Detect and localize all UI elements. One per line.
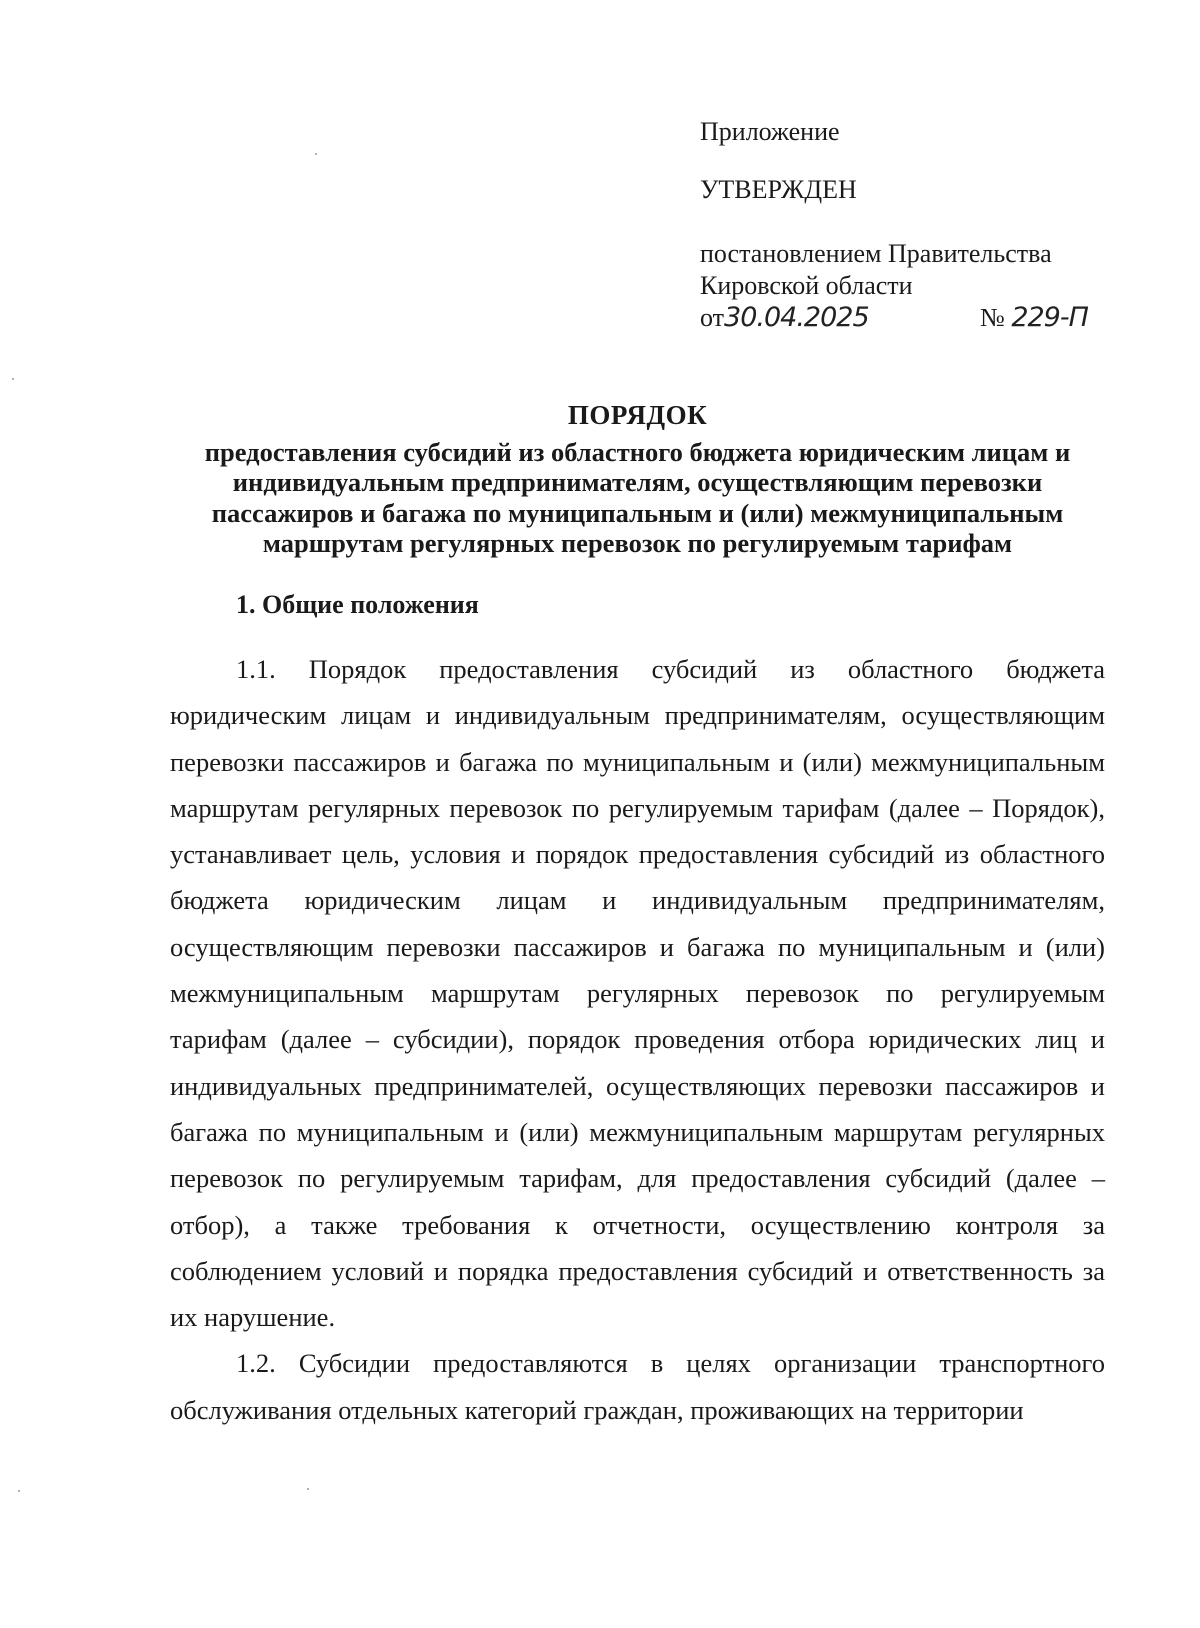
scan-speck	[18, 1490, 20, 1492]
paragraph-1-1: 1.1. Порядок предоставления субсидий из областного бюджета юридическим лицам и индивидуальным предпринимателям, осуществляющим перевозки пассажиров и багажа по муниципальным и (или) межмуниципальным маршрутам регулярных перевозок по регулируемым тарифам (далее – Порядок), устанавливает цель, условия и порядок предоставления субсидий из областного бюджета юридическим лицам и индивидуальным предпринимателям, осуществляющим перевозки пассажиров и багажа по муниципальным и (или) межмуниципальным маршрутам регулярных перевозок по регулируемым тарифам (далее – субсидии), порядок проведения отбора юридических лиц и индивидуальных предпринимателей, осуществляющих перевозки пассажиров и багажа по муниципальным и (или) межмуниципальным маршрутам регулярных перевозок по регулируемым тарифам, для предоставления субсидий (далее – отбор), а также требования к отчетности, осуществлению контроля за соблюдением условий и порядка предоставления субсидий и ответственность за их нарушение.	[170, 654, 1105, 1333]
date-prefix: от	[700, 303, 725, 332]
scan-speck	[307, 1488, 309, 1490]
approval-block	[700, 116, 1120, 336]
scan-speck	[12, 378, 14, 380]
handwritten-number: 229-П	[1011, 302, 1088, 333]
section-heading: 1. Общие положения	[236, 590, 479, 619]
appendix-label: Приложение	[700, 117, 840, 146]
decree-number	[980, 302, 1088, 334]
document-title-block	[170, 400, 1105, 559]
handwritten-date: 30.04.2025	[724, 302, 869, 333]
decree-line-1: постановлением Правительства	[700, 239, 1052, 268]
number-prefix: №	[980, 303, 1005, 332]
paragraph-1-2: 1.2. Субсидии предоставляются в целях организации транспортного обслуживания отдельных категорий граждан, проживающих на территории	[170, 1348, 1105, 1425]
decree-line-2: Кировской области	[700, 271, 913, 300]
section-body	[170, 646, 1105, 1433]
approved-label: УТВЕРЖДЕН	[700, 175, 857, 204]
document-subtitle: предоставления субсидий из областного бюджета юридическим лицам и индивидуальным предпринимателям, осуществляющим перевозки пассажиров и багажа по муниципальным и (или) межмуниципальным маршрутам регулярных перевозок по регулируемым тарифам	[204, 436, 1071, 558]
scan-speck	[315, 153, 317, 155]
date-number-row	[700, 302, 1120, 336]
document-title: ПОРЯДОК	[567, 400, 708, 430]
